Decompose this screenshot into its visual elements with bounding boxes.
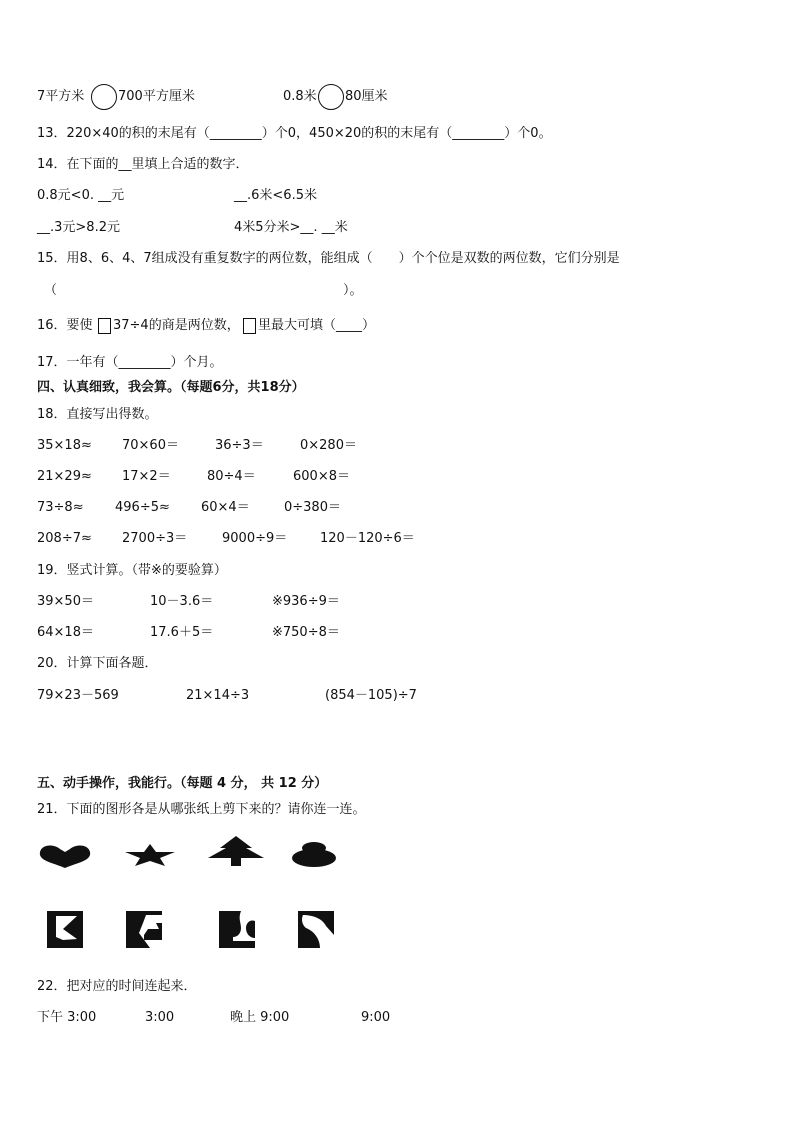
question-21: 21．下面的图形各是从哪张纸上剪下来的？请你连一连。 <box>37 802 366 817</box>
compare-left-b: 0.8米 <box>283 89 317 104</box>
question-19: 19．竖式计算。（带※的要验算） <box>37 563 227 578</box>
paper-cut-2[interactable] <box>126 911 162 948</box>
q18-cell: 0×280＝ <box>300 438 357 453</box>
question-20: 20．计算下面各题． <box>37 656 158 671</box>
compare-circle-a[interactable] <box>91 84 117 110</box>
q19-cell: ※936÷9＝ <box>272 594 340 609</box>
q18-cell: 17×2＝ <box>122 469 171 484</box>
q19-cell: ※750÷8＝ <box>272 625 340 640</box>
q18-cell: 35×18≈ <box>37 438 92 453</box>
q18-cell: 120－120÷6＝ <box>320 531 415 546</box>
q14-item: __.3元>8.2元 <box>37 220 120 235</box>
compare-right-b: 80厘米 <box>345 89 388 104</box>
q19-cell: 64×18＝ <box>37 625 94 640</box>
q18-cell: 0÷380＝ <box>284 500 341 515</box>
q22-time[interactable]: 晚上 9:00 <box>230 1010 290 1025</box>
q16-blank-box[interactable] <box>98 318 111 334</box>
question-18: 18．直接写出得数。 <box>37 407 158 422</box>
paper-cut-1[interactable] <box>47 911 83 948</box>
tree-shape[interactable] <box>208 836 264 866</box>
question-16-prefix: 16．要使 <box>37 318 93 333</box>
q19-cell: 10－3.6＝ <box>150 594 214 609</box>
question-17: 17．一年有（________）个月。 <box>37 355 223 370</box>
q14-item: 4米5分米>__. __米 <box>234 220 348 235</box>
q19-cell: 39×50＝ <box>37 594 94 609</box>
q18-cell: 60×4＝ <box>201 500 250 515</box>
q22-time[interactable]: 下午 3:00 <box>37 1010 97 1025</box>
question-15-line1: 15．用8、6、4、7组成没有重复数字的两位数，能组成（ ）个个位是双数的两位数，它们分别是 <box>37 251 620 266</box>
q18-cell: 73÷8≈ <box>37 500 84 515</box>
q22-time[interactable]: 9:00 <box>361 1010 391 1025</box>
q18-cell: 496÷5≈ <box>115 500 170 515</box>
question-13: 13．220×40的积的末尾有（________）个0，450×20的积的末尾有（________）个0。 <box>37 126 552 141</box>
q14-item: __.6米<6.5米 <box>234 188 317 203</box>
q18-cell: 70×60＝ <box>122 438 179 453</box>
q20-item: 21×14÷3 <box>186 688 250 703</box>
question-14: 14．在下面的__里填上合适的数字． <box>37 157 249 172</box>
q14-item: 0.8元<0. __元 <box>37 188 125 203</box>
question-15-line2: （ ）。 <box>44 283 363 298</box>
heart-shape[interactable] <box>38 843 92 869</box>
star-shape[interactable] <box>125 844 175 866</box>
q22-time[interactable]: 3:00 <box>145 1010 175 1025</box>
q19-cell: 17.6＋5＝ <box>150 625 214 640</box>
question-22: 22．把对应的时间连起来． <box>37 979 197 994</box>
paper-cut-3[interactable] <box>219 911 255 948</box>
q16-blank-box[interactable] <box>243 318 256 334</box>
compare-left-a: 7平方米 <box>37 89 85 104</box>
section-4-title: 四、认真细致，我会算。（每题6分，共18分） <box>37 380 305 395</box>
compare-circle-b[interactable] <box>318 84 344 110</box>
question-16-middle: 37÷4的商是两位数， <box>113 318 240 333</box>
section-5-title: 五、动手操作，我能行。（每题 4 分， 共 12 分） <box>37 776 328 791</box>
q18-cell: 21×29≈ <box>37 469 92 484</box>
compare-right-a: 700平方厘米 <box>118 89 195 104</box>
q20-item: (854－105)÷7 <box>325 688 417 703</box>
q18-cell: 36÷3＝ <box>215 438 264 453</box>
paper-cut-4[interactable] <box>298 911 334 948</box>
q20-item: 79×23－569 <box>37 688 119 703</box>
q18-cell: 600×8＝ <box>293 469 350 484</box>
q18-cell: 208÷7≈ <box>37 531 92 546</box>
hat-shape[interactable] <box>291 842 337 868</box>
q18-cell: 9000÷9＝ <box>222 531 288 546</box>
q18-cell: 80÷4＝ <box>207 469 256 484</box>
q18-cell: 2700÷3＝ <box>122 531 188 546</box>
question-16-suffix: 里最大可填（____） <box>258 318 376 333</box>
